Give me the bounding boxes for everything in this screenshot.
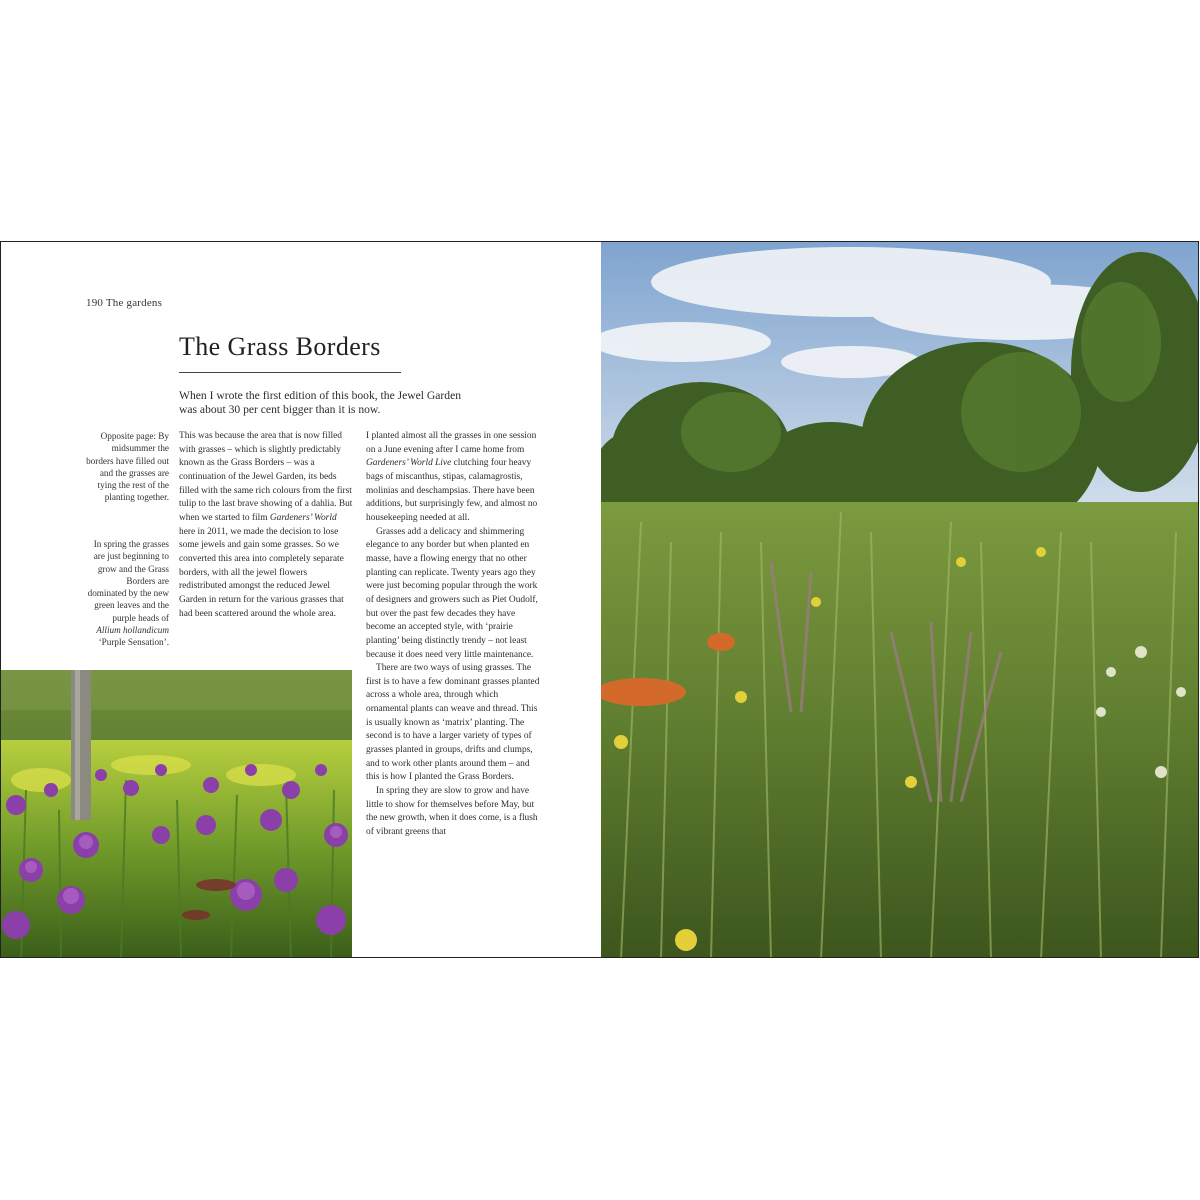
body-text: clutching four heavy bags of miscanthus, stipas, calamagrostis, molinias and deschampsias. There have been additions, but surprisingly few, and almost no housekeeping needed at all. <box>366 458 538 523</box>
body-column-2 <box>366 430 541 840</box>
grass-border-illustration <box>601 242 1199 958</box>
body-italic: Gardeners’ World Live <box>366 458 452 469</box>
title-rule <box>179 372 401 373</box>
page-title: The Grass Borders <box>179 332 381 361</box>
caption-spring <box>86 538 169 649</box>
caption-spring-text-a: In spring the grasses are just beginning to grow and the Grass Borders are dominated by the new green leaves and the purple heads of <box>87 539 169 623</box>
body-paragraph <box>366 430 541 526</box>
intro-paragraph: When I wrote the first edition of this book, the Jewel Garden was about 30 per cent bigger than it is now. <box>179 389 462 416</box>
page-folio: 190 The gardens <box>86 297 163 309</box>
body-text: here in 2011, we made the decision to lose some jewels and gain some grasses. So we converted this area into completely separate borders, with all the jewel flowers redistributed amongst the reduced Jewel Garden in return for the various grasses that had been scattered around the whole area. <box>179 526 344 619</box>
caption-spring-text-b: ‘Purple Sensation’. <box>98 637 169 648</box>
body-text: This was because the area that is now filled with grasses – which is slightly predictably known as the Grass Borders – was a continuation of the Jewel Garden, its beds filled with the same rich colours from the first tulip to the last brave showing of a dahlia. But when we started to film <box>179 431 353 523</box>
caption-opposite-page <box>86 430 169 504</box>
caption-spring-italic: Allium hollandicum <box>96 625 169 636</box>
left-page <box>1 242 601 958</box>
allium-border-photo <box>1 670 352 958</box>
body-paragraph <box>179 430 354 621</box>
body-italic: Gardeners’ World <box>269 512 337 523</box>
grass-border-photo <box>601 242 1199 958</box>
book-spread <box>0 241 1199 958</box>
body-paragraph: In spring they are slow to grow and have little to show for themselves before May, but the new growth, when it does come, is a flush of vibrant greens that <box>366 786 538 838</box>
body-text: I planted almost all the grasses in one session on a June evening after I came home from <box>366 431 537 455</box>
body-paragraph: There are two ways of using grasses. The first is to have a few dominant grasses planted across a whole area, through which ornamental plants can weave and thread. This is usually known as ‘matrix’ planting. The second is to have a larger variety of types of grasses planted in groups, drifts and clumps, and to work other plants around them – and this is how I planted the Grass Borders. <box>366 663 540 783</box>
body-column-1 <box>179 430 354 621</box>
caption-opposite-text: Opposite page: By midsummer the borders have filled out and the grasses are tying the rest of the planting together. <box>86 431 169 503</box>
allium-border-illustration <box>1 670 352 958</box>
body-paragraph: Grasses add a delicacy and shimmering elegance to any border but when planted en masse, have a flowing energy that no other planting can replicate. Twenty years ago they were just becoming popular through the work of designers and growers such as Piet Oudolf, but over the past few decades they have become an accepted style, with ‘prairie planting’ being distinctly trendy – not least because it does need very little maintenance. <box>366 526 538 660</box>
caption-spring-text <box>86 538 169 649</box>
